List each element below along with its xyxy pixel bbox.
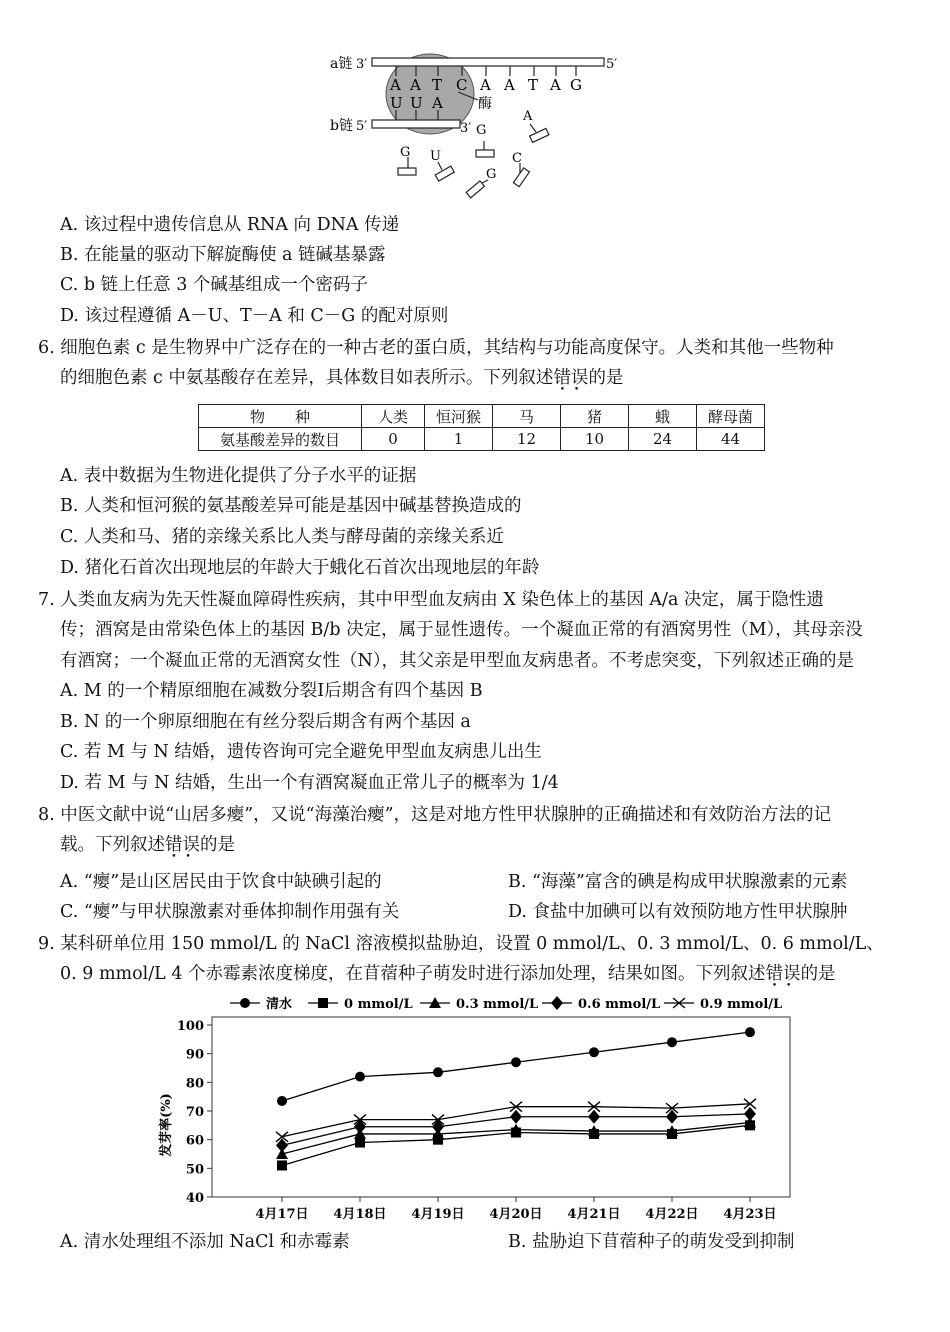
b-chain-5-end: 5′ — [356, 119, 368, 134]
a-base: A — [480, 76, 491, 94]
legend-marker — [551, 996, 563, 1010]
legend-label: 0.3 mmol/L — [456, 997, 539, 1012]
free-nucleotide: U — [430, 149, 441, 164]
legend-item — [420, 997, 538, 1012]
x-tick-label: 4月21日 — [567, 1207, 621, 1222]
table-cell: 24 — [629, 428, 697, 451]
a-base: C — [456, 76, 468, 94]
free-nucleotide: G — [486, 167, 497, 182]
table-species: 恒河猴 — [425, 405, 493, 428]
table-header-label: 物 种 — [199, 405, 362, 428]
legend-item — [230, 996, 292, 1012]
q7-option-a: A. M 的一个精原细胞在减数分裂Ⅰ后期含有四个基因 B — [60, 681, 483, 701]
y-tick-label: 100 — [176, 1019, 204, 1034]
q7-stem-line2: 传；酒窝是由常染色体上的基因 B/b 决定，属于显性遗传。一个凝血正常的有酒窝男性（M），其母亲没 — [60, 620, 863, 640]
q6-stem-line2 — [60, 366, 623, 390]
b-chain-label: b链 — [330, 118, 353, 134]
q7-option-b: B. N 的一个卵原细胞在有丝分裂后期含有两个基因 a — [60, 712, 471, 732]
table-cell: 1 — [425, 428, 493, 451]
b-chain-3-end: 3′ — [460, 121, 472, 136]
q5-option-a: A. 该过程中遗传信息从 RNA 向 DNA 传递 — [60, 215, 400, 235]
table-species: 蛾 — [629, 405, 697, 428]
rna-base: A — [432, 94, 443, 112]
a-chain-5-end: 5′ — [606, 57, 618, 72]
q9-option-a: A. 清水处理组不添加 NaCl 和赤霉素 — [60, 1232, 350, 1252]
x-tick-label: 4月22日 — [645, 1207, 699, 1222]
q8-option-d: D. 食盐中加碘可以有效预防地方性甲状腺肿 — [508, 902, 848, 922]
a-base: A — [504, 76, 515, 94]
q7-option-d: D. 若 M 与 N 结婚，生出一个有酒窝凝血正常儿子的概率为 1/4 — [60, 773, 559, 793]
cytochrome-table — [198, 404, 765, 451]
data-point — [355, 1072, 365, 1082]
enzyme-label: 酶 — [478, 96, 492, 112]
table-species: 猪 — [561, 405, 629, 428]
table-header-row — [199, 405, 765, 428]
q7-option-c: C. 若 M 与 N 结婚，遗传咨询可完全避免甲型血友病患儿出生 — [60, 742, 542, 762]
data-point — [511, 1057, 521, 1067]
data-point — [589, 1047, 599, 1057]
x-tick-label: 4月20日 — [489, 1207, 543, 1222]
q6-stem-line1: 6. 细胞色素 c 是生物界中广泛存在的一种古老的蛋白质，其结构与功能高度保守。人类和其他一些物种 — [38, 338, 834, 358]
q5-option-c: C. b 链上任意 3 个碱基组成一个密码子 — [60, 275, 368, 295]
q6-option-d: D. 猪化石首次出现地层的年龄大于蛾化石首次出现地层的年龄 — [60, 558, 540, 578]
data-point — [667, 1037, 677, 1047]
data-point — [433, 1067, 443, 1077]
q9-emphasis: 错误 • • — [766, 962, 801, 986]
data-point — [355, 1138, 365, 1148]
a-base: A — [550, 76, 561, 94]
free-nucleotide: G — [400, 145, 411, 160]
free-nucleotide: A — [523, 109, 533, 124]
q8-option-c: C. “瘿”与甲状腺激素对垂体抑制作用强有关 — [60, 902, 400, 922]
y-tick-label: 80 — [185, 1076, 204, 1092]
legend-item — [664, 997, 782, 1012]
a-chain-bar — [372, 58, 604, 66]
q8-option-b: B. “海藻”富含的碘是构成甲状腺激素的元素 — [508, 872, 848, 892]
q9-stem-end: 的是 — [800, 964, 836, 984]
x-tick-label: 4月23日 — [723, 1207, 777, 1222]
q6-stem-end: 的是 — [588, 368, 624, 388]
legend-label: 0.9 mmol/L — [700, 997, 783, 1012]
table-row — [199, 428, 765, 451]
table-cell: 0 — [362, 428, 425, 451]
x-tick-label: 4月17日 — [255, 1207, 309, 1222]
a-chain-label: a链 — [330, 56, 353, 72]
q6-emphasis: 错误 • • — [553, 366, 588, 390]
transcription-diagram — [328, 46, 628, 206]
a-base: A — [390, 76, 401, 94]
q9-stem-line1: 9. 某科研单位用 150 mmol/L 的 NaCl 溶液模拟盐胁迫，设置 0 mmol/L、0. 3 mmol/L、0. 6 mmol/L、 — [38, 934, 884, 954]
q8-option-a: A. “瘿”是山区居民由于饮食中缺碘引起的 — [60, 872, 382, 892]
b-chain-bar — [372, 120, 460, 128]
chart-legend — [230, 996, 782, 1012]
series-0 — [277, 1027, 755, 1106]
data-point — [354, 1120, 366, 1134]
a-base: T — [528, 76, 539, 94]
chart-ylabel: 发芽率(%) — [159, 1093, 174, 1157]
data-point — [277, 1096, 287, 1106]
chart-axes — [177, 1017, 790, 1222]
legend-label: 0.6 mmol/L — [578, 997, 661, 1012]
q6-option-c: C. 人类和马、猪的亲缘关系比人类与酵母菌的亲缘关系近 — [60, 527, 504, 547]
y-tick-label: 50 — [185, 1162, 204, 1178]
free-nucleotide: G — [476, 123, 487, 138]
q7-stem-line1: 7. 人类血友病为先天性凝血障碍性疾病，其中甲型血友病由 X 染色体上的基因 A/a 决定，属于隐性遗 — [38, 590, 824, 610]
data-point — [432, 1120, 444, 1134]
table-species: 人类 — [362, 405, 425, 428]
x-tick-label: 4月19日 — [411, 1207, 465, 1222]
q6-option-b: B. 人类和恒河猴的氨基酸差异可能是基因中碱基替换造成的 — [60, 496, 522, 516]
free-nucleotide: C — [512, 151, 522, 166]
q5-option-d: D. 该过程遵循 A－U、T－A 和 C－G 的配对原则 — [60, 306, 449, 326]
table-species: 酵母菌 — [697, 405, 765, 428]
q6-option-a: A. 表中数据为生物进化提供了分子水平的证据 — [60, 466, 417, 486]
q8-emphasis: 错误 • • — [165, 833, 200, 857]
rna-base: U — [390, 94, 403, 112]
table-cell: 12 — [493, 428, 561, 451]
q9-stem-line2 — [60, 962, 836, 986]
legend-marker — [318, 998, 328, 1008]
q8-stem-text: 载。下列叙述 — [60, 835, 165, 855]
q9-stem-text: 0. 9 mmol/L 4 个赤霉素浓度梯度，在苜蓿种子萌发时进行添加处理，结果如图。下列叙述 — [60, 964, 766, 984]
data-point — [745, 1027, 755, 1037]
q8-stem-line2 — [60, 833, 235, 857]
q6-stem-text: 的细胞色素 c 中氨基酸存在差异，具体数目如表所示。下列叙述 — [60, 368, 554, 388]
table-cell: 10 — [561, 428, 629, 451]
q9-option-b: B. 盐胁迫下苜蓿种子的萌发受到抑制 — [508, 1232, 795, 1252]
chart-series — [276, 1027, 756, 1170]
a-chain-3-end: 3′ — [356, 57, 368, 72]
y-tick-label: 70 — [185, 1105, 204, 1120]
q5-option-b: B. 在能量的驱动下解旋酶使 a 链碱基暴露 — [60, 245, 386, 265]
legend-marker — [240, 998, 250, 1008]
germination-chart — [150, 993, 800, 1223]
q8-stem-line1: 8. 中医文献中说“山居多瘿”，又说“海藻治瘿”，这是对地方性甲状腺肿的正确描述和有效防治方法的记 — [38, 805, 832, 825]
q7-stem-line3: 有酒窝；一个凝血正常的无酒窝女性（N），其父亲是甲型血友病患者。不考虑突变，下列叙述正确的是 — [60, 651, 855, 671]
a-base: A — [410, 76, 421, 94]
legend-label: 清水 — [266, 997, 293, 1012]
table-cell: 44 — [697, 428, 765, 451]
rna-base: U — [410, 94, 423, 112]
y-tick-label: 60 — [185, 1133, 204, 1149]
legend-item — [308, 997, 413, 1012]
table-row-label: 氨基酸差异的数目 — [199, 428, 362, 451]
data-point — [510, 1110, 522, 1124]
x-tick-label: 4月18日 — [333, 1207, 387, 1222]
data-point — [588, 1110, 600, 1124]
legend-item — [542, 996, 660, 1012]
y-tick-label: 40 — [185, 1191, 204, 1206]
data-point — [277, 1160, 287, 1170]
a-base: T — [432, 76, 443, 94]
table-species: 马 — [493, 405, 561, 428]
legend-label: 0 mmol/L — [344, 997, 413, 1012]
a-base: G — [570, 76, 582, 94]
q8-stem-end: 的是 — [200, 835, 235, 855]
data-point — [744, 1107, 756, 1121]
y-tick-label: 90 — [185, 1047, 204, 1063]
